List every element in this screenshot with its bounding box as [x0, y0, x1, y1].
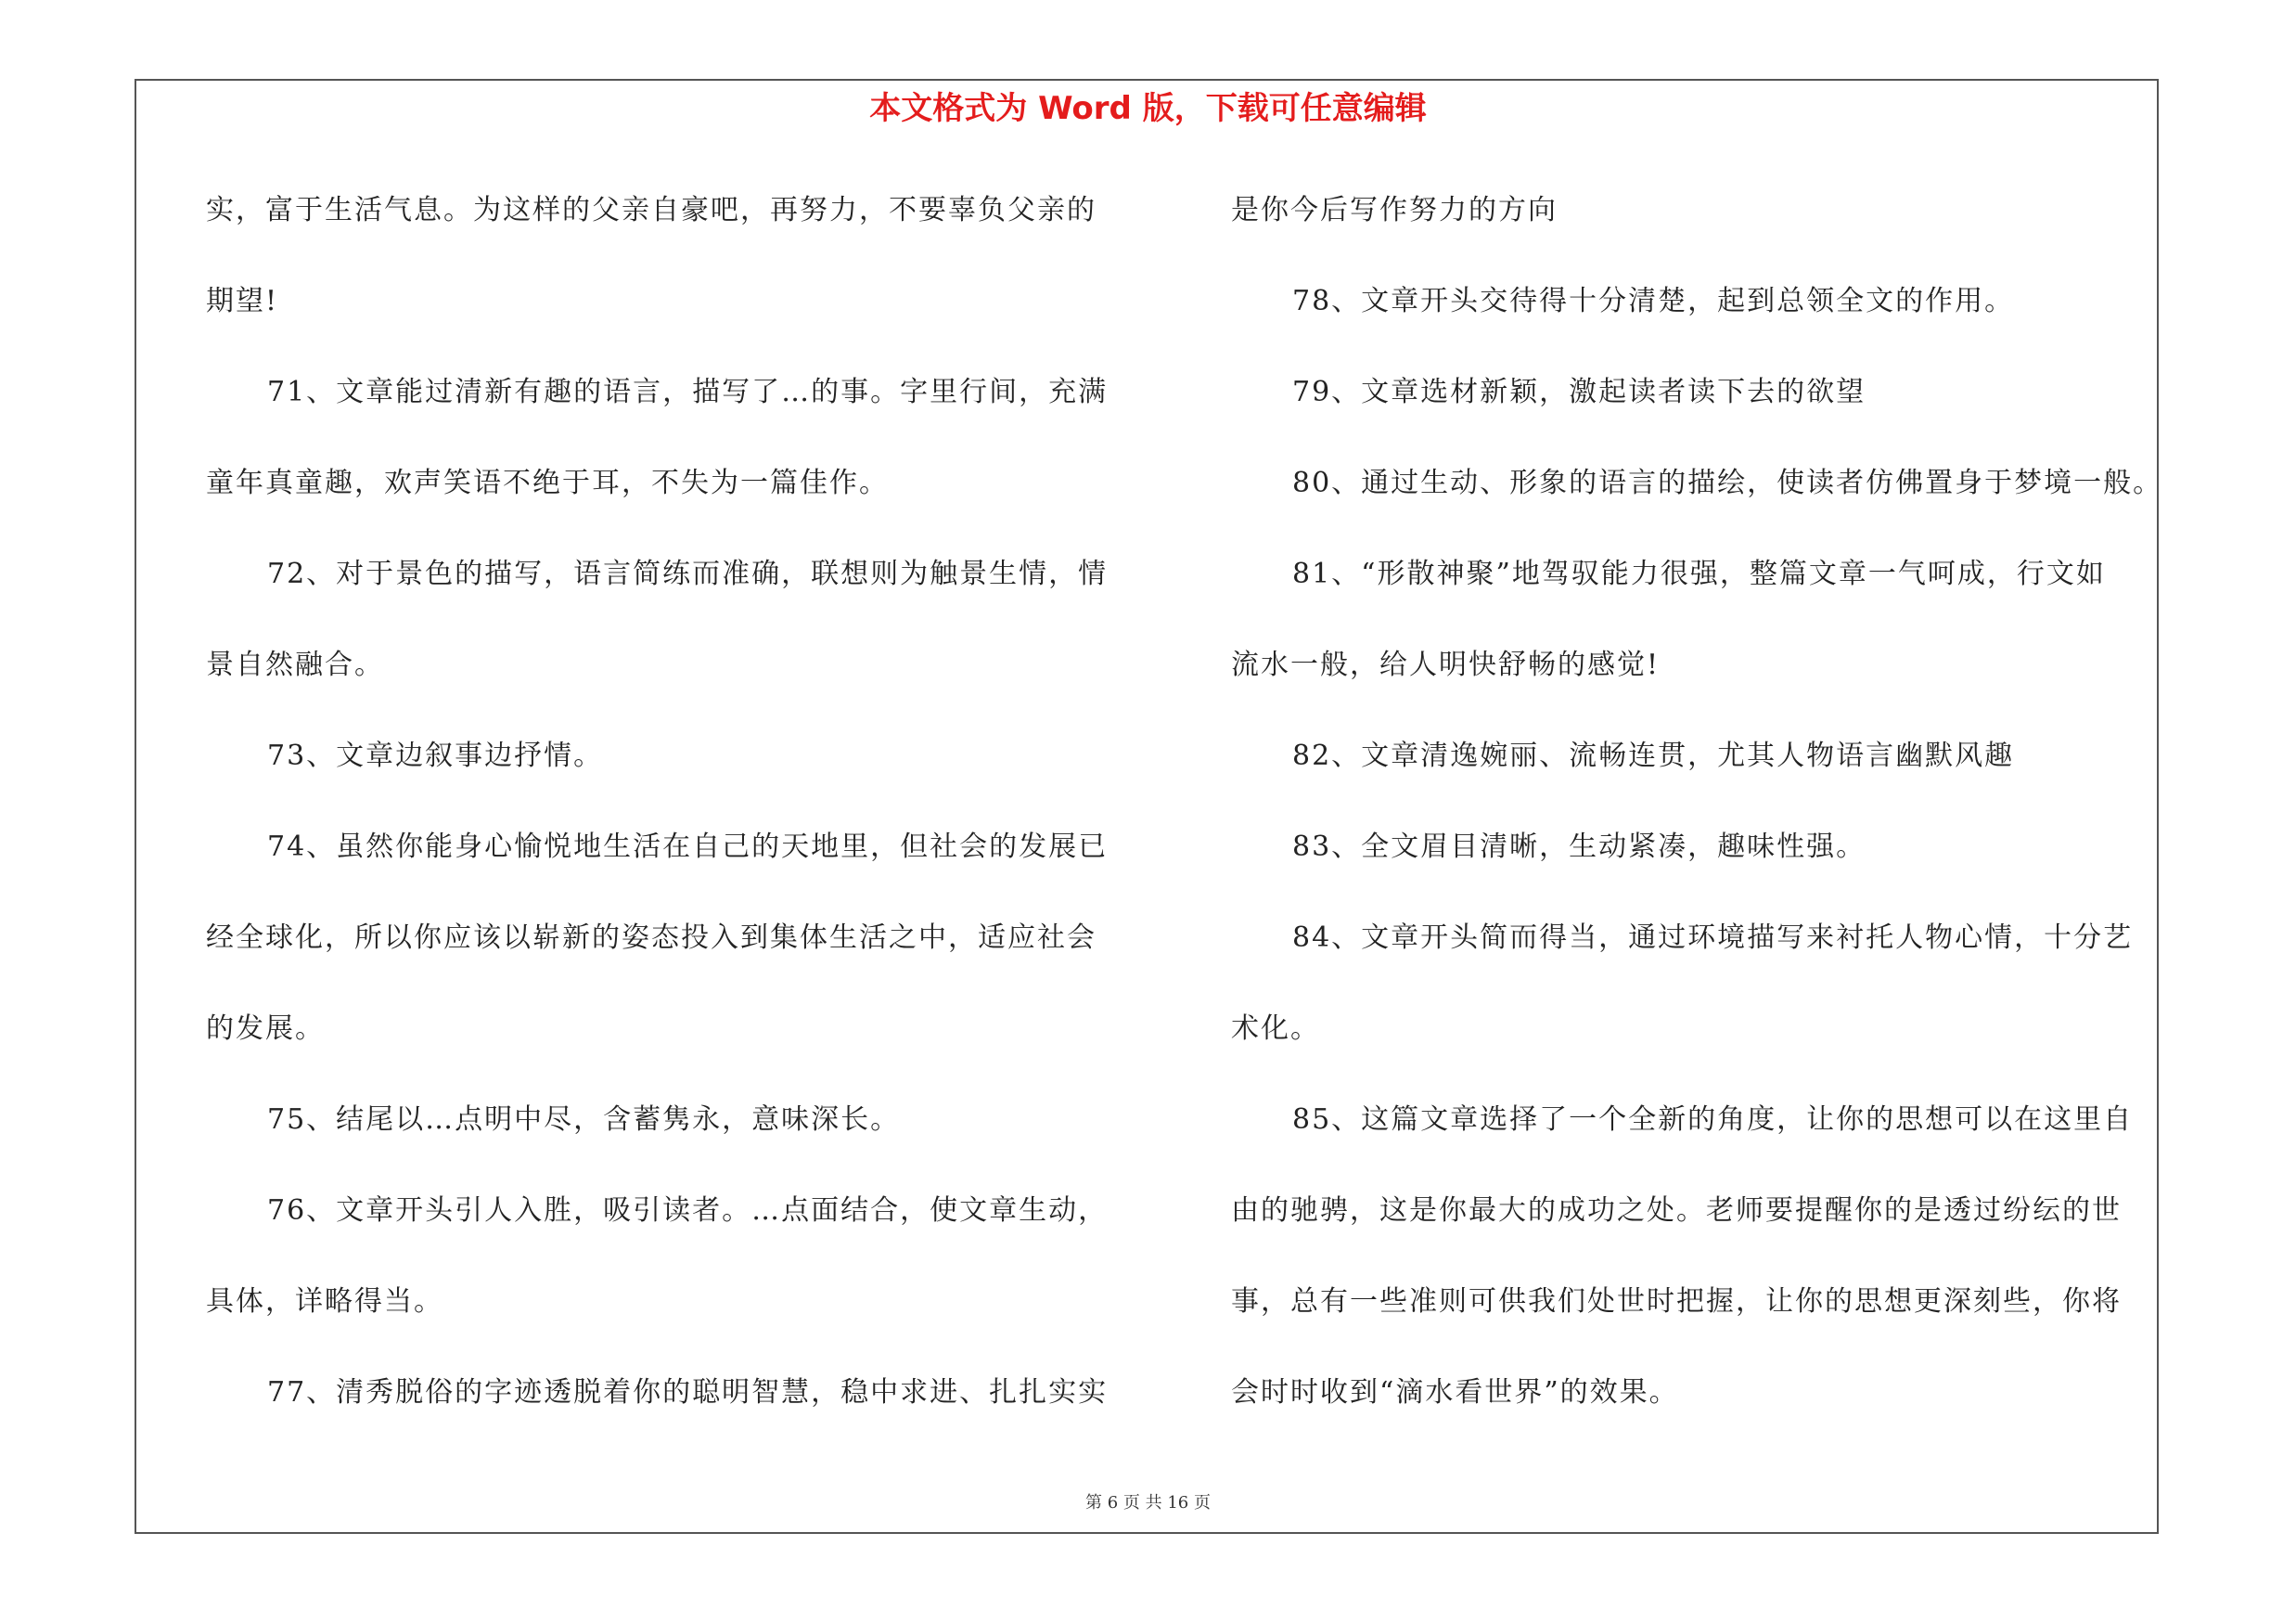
text-line: 71、文章能过清新有趣的语言，描写了…的事。字里行间，充满 — [267, 376, 1109, 408]
text-line: 85、这篇文章选择了一个全新的角度，让你的思想可以在这里自 — [1292, 1103, 2134, 1136]
text-line: 景自然融合。 — [206, 649, 384, 681]
text-line: 事，总有一些准则可供我们处世时把握，让你的思想更深刻些，你将 — [1231, 1285, 2122, 1318]
text-line: 77、清秀脱俗的字迹透脱着你的聪明智慧，稳中求进、扎扎实实 — [267, 1376, 1109, 1409]
right-column — [1231, 181, 2163, 1454]
text-line: 83、全文眉目清晰，生动紧凑，趣味性强。 — [1292, 831, 1866, 863]
text-line: 80、通过生动、形象的语言的描绘，使读者仿佛置身于梦境一般。 — [1292, 467, 2163, 499]
text-line: 实，富于生活气息。为这样的父亲自豪吧，再努力，不要辜负父亲的 — [206, 194, 1097, 226]
text-line: 75、结尾以…点明中尽，含蓄隽永，意味深长。 — [267, 1103, 901, 1136]
text-line: 具体，详略得当。 — [206, 1285, 443, 1318]
page-number: 第 6 页 共 16 页 — [1085, 1493, 1211, 1513]
text-line: 76、文章开头引人入胜，吸引读者。…点面结合，使文章生动， — [267, 1194, 1109, 1227]
text-line: 82、文章清逸婉丽、流畅连贯，尤其人物语言幽默风趣 — [1292, 740, 2015, 772]
text-line: 74、虽然你能身心愉悦地生活在自己的天地里，但社会的发展已 — [267, 831, 1109, 863]
text-line: 81、“形散神聚”地驾驭能力很强，整篇文章一气呵成，行文如 — [1292, 558, 2106, 590]
document-header: 本文格式为 Word 版，下载可任意编辑 — [869, 90, 1427, 127]
text-line: 经全球化，所以你应该以崭新的姿态投入到集体生活之中，适应社会 — [206, 921, 1097, 954]
text-line: 期望! — [206, 285, 279, 317]
text-line: 会时时收到“滴水看世界”的效果。 — [1231, 1376, 1679, 1409]
text-line: 84、文章开头简而得当，通过环境描写来衬托人物心情，十分艺 — [1292, 921, 2134, 954]
text-line: 79、文章选材新颖，激起读者读下去的欲望 — [1292, 376, 1866, 408]
text-line: 72、对于景色的描写，语言简练而准确，联想则为触景生情，情 — [267, 558, 1109, 590]
text-line: 术化。 — [1231, 1012, 1320, 1045]
text-line: 78、文章开头交待得十分清楚，起到总领全文的作用。 — [1292, 285, 2015, 317]
text-line: 73、文章边叙事边抒情。 — [267, 740, 604, 772]
text-line: 流水一般，给人明快舒畅的感觉! — [1231, 649, 1661, 681]
text-line: 的发展。 — [206, 1012, 325, 1045]
left-column — [206, 181, 1129, 1454]
text-line: 是你今后写作努力的方向 — [1231, 194, 1558, 226]
text-line: 由的驰骋，这是你最大的成功之处。老师要提醒你的是透过纷纭的世 — [1231, 1194, 2122, 1227]
text-line: 童年真童趣，欢声笑语不绝于耳，不失为一篇佳作。 — [206, 467, 889, 499]
